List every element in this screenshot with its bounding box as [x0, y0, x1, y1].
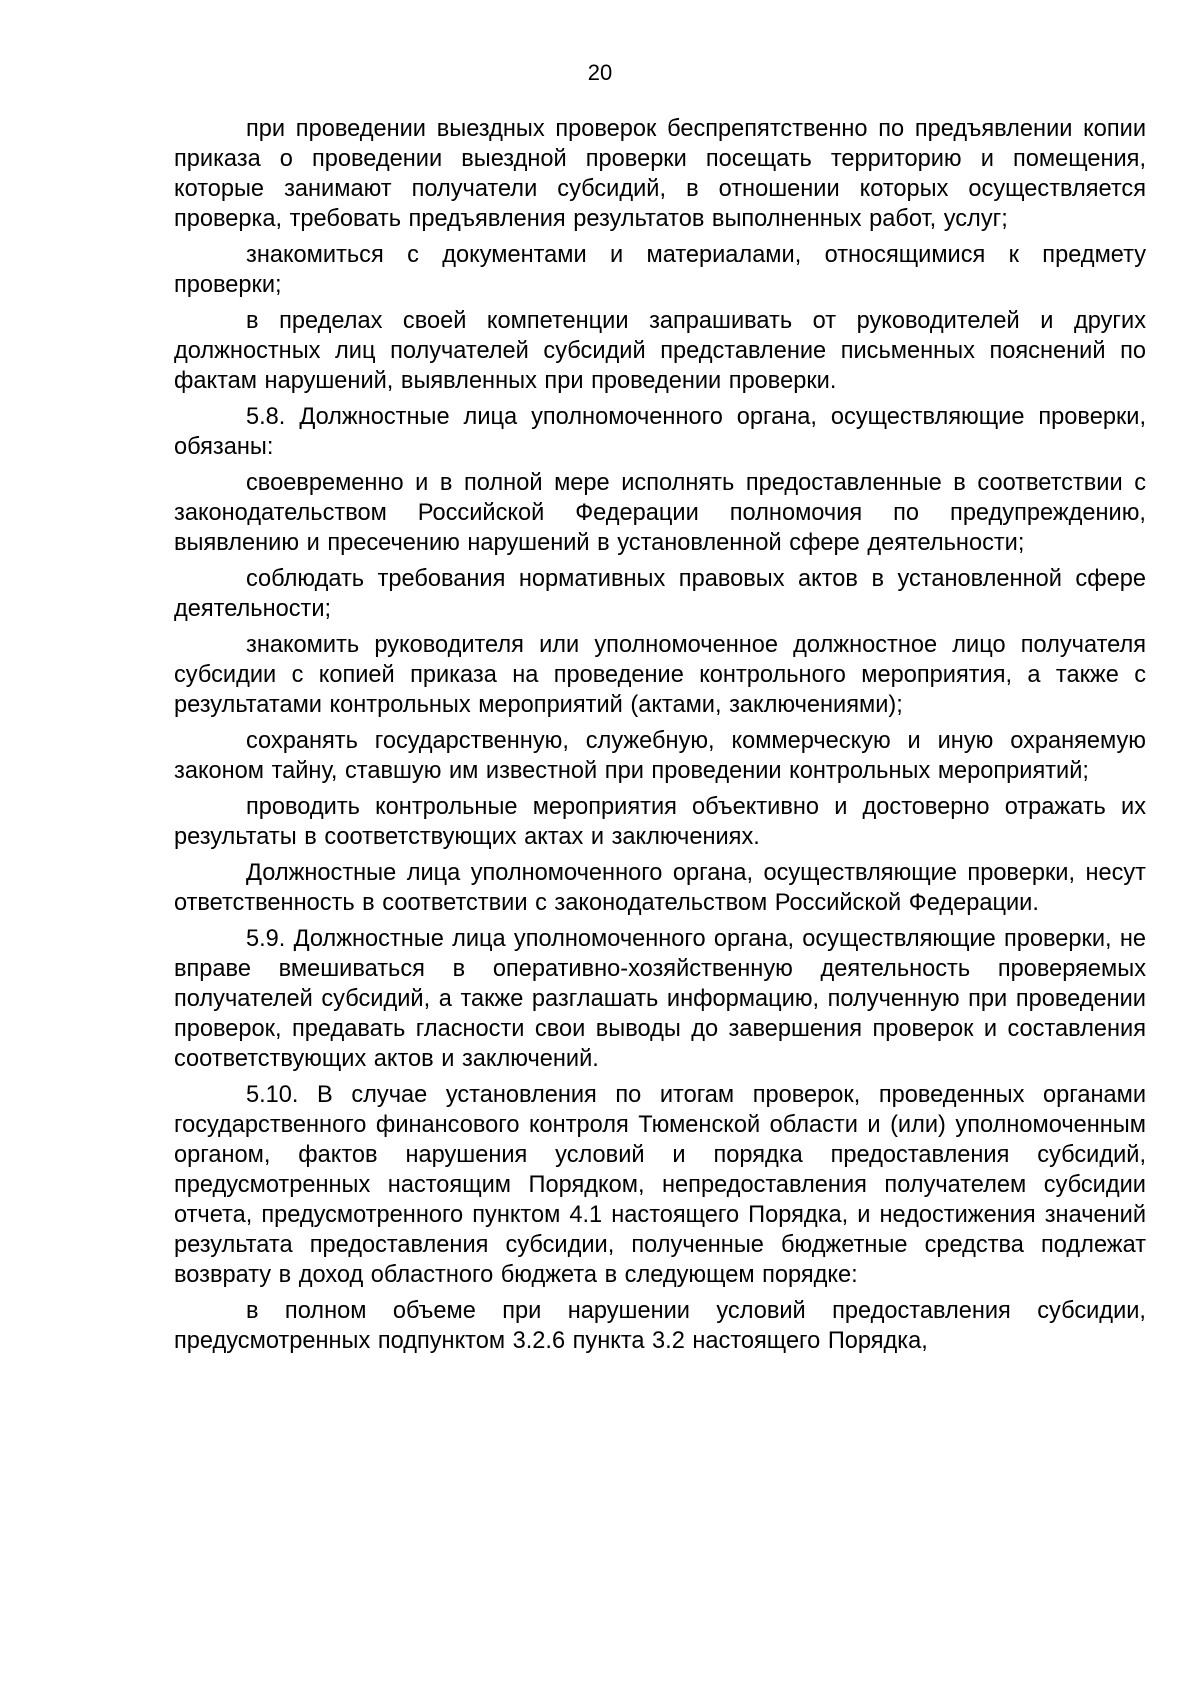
paragraph: в пределах своей компетенции запрашивать от руководителей и других должностных лиц получателей субсидий представление письменных пояснений по фактам нарушений, выявленных при проведении проверки.: [174, 308, 1146, 394]
paragraph: знакомиться с документами и материалами, относящимися к предмету проверки;: [174, 242, 1146, 298]
paragraph: своевременно и в полной мере исполнять предоставленные в соответствии с законодательством Российской Федерации полномочия по предупреждению, выявлению и пресечению нарушений в установленной сфере деятельности;: [174, 470, 1146, 556]
paragraph: сохранять государственную, служебную, коммерческую и иную охраняемую законом тайну, ставшую им известной при проведении контрольных мероприятий;: [174, 728, 1146, 784]
paragraph: Должностные лица уполномоченного органа, осуществляющие проверки, несут ответственность в соответствии с законодательством Российской Федерации.: [174, 860, 1146, 916]
paragraph-section-5-9: 5.9. Должностные лица уполномоченного органа, осуществляющие проверки, не вправе вмешиваться в оперативно-хозяйственную деятельность проверяемых получателей субсидий, а также разглашать информацию, полученную при проведении проверок, предавать гласности свои выводы до завершения проверок и составления соответствующих актов и заключений.: [174, 926, 1146, 1072]
page-number: 20: [587, 60, 613, 85]
paragraph: соблюдать требования нормативных правовых актов в установленной сфере деятельности;: [174, 566, 1146, 622]
paragraph: знакомить руководителя или уполномоченное должностное лицо получателя субсидии с копией приказа на проведение контрольного мероприятия, а также с результатами контрольных мероприятий (актами, заключениями);: [174, 632, 1146, 718]
paragraph-section-5-10: 5.10. В случае установления по итогам проверок, проведенных органами государственного финансового контроля Тюменской области и (или) уполномоченным органом, фактов нарушения условий и порядка предоставления субсидий, предусмотренных настоящим Порядком, непредоставления получателем субсидии отчета, предусмотренного пунктом 4.1 настоящего Порядка, и недостижения значений результата предоставления субсидии, полученные бюджетные средства подлежат возврату в доход областного бюджета в следующем порядке:: [174, 1082, 1146, 1288]
document-body: [174, 114, 1146, 1362]
paragraph-section-5-8: 5.8. Должностные лица уполномоченного органа, осуществляющие проверки, обязаны:: [174, 404, 1146, 460]
paragraph: при проведении выездных проверок беспрепятственно по предъявлении копии приказа о проведении выездной проверки посещать территорию и помещения, которые занимают получатели субсидий, в отношении которых осуществляется проверка, требовать предъявления результатов выполненных работ, услуг;: [174, 116, 1146, 232]
paragraph: проводить контрольные мероприятия объективно и достоверно отражать их результаты в соответствующих актах и заключениях.: [174, 794, 1146, 850]
paragraph: в полном объеме при нарушении условий предоставления субсидии, предусмотренных подпунктом 3.2.6 пункта 3.2 настоящего Порядка,: [174, 1298, 1146, 1354]
